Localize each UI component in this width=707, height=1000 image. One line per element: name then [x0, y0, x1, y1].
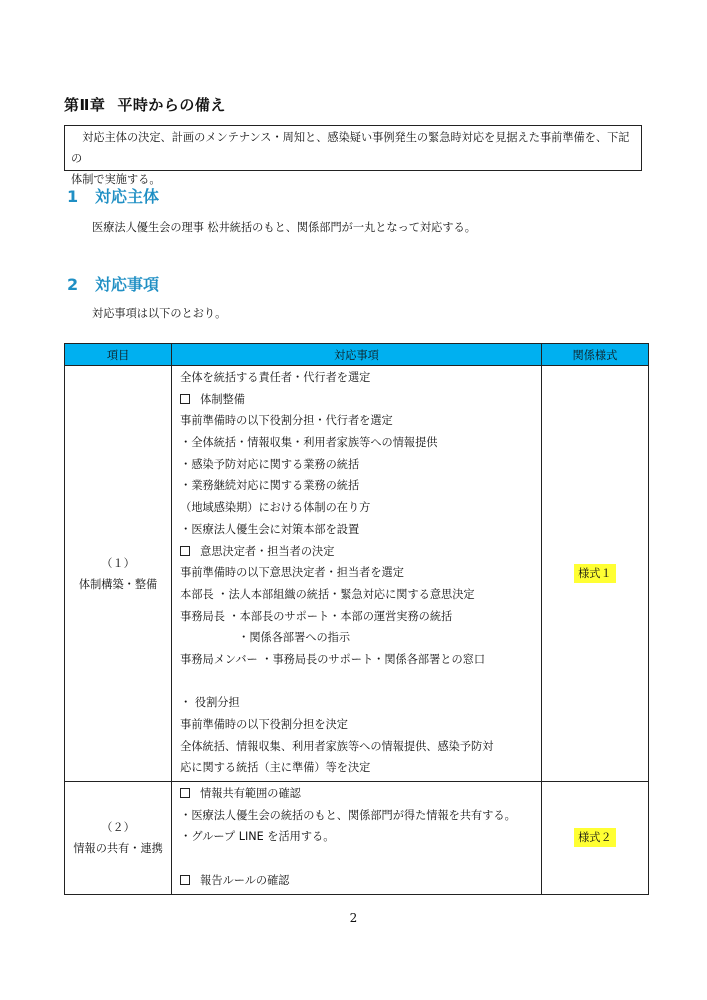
content-line-text: ・感染予防対応に関する業務の統括	[180, 457, 360, 471]
content-line	[180, 389, 535, 411]
checkbox-icon	[180, 875, 190, 885]
chapter-name: 平時からの備え	[117, 96, 226, 114]
checkbox-icon	[180, 394, 190, 404]
content-line-text: 情報共有範囲の確認	[200, 787, 301, 801]
item-cell	[65, 366, 172, 782]
content-line	[180, 714, 535, 736]
content-line	[180, 826, 535, 848]
content-line-text: 全体統括、情報収集、利用者家族等への情報提供、感染予防対	[180, 739, 494, 753]
content-line	[180, 805, 535, 827]
section-heading-2	[67, 272, 159, 295]
content-line	[180, 627, 535, 649]
content-line	[180, 870, 535, 892]
intro-box	[64, 125, 642, 186]
checkbox-icon	[180, 546, 190, 556]
table-row	[65, 366, 649, 782]
intro-line-2: 体制で実施する。	[71, 173, 161, 186]
item-label: 情報の共有・連携	[73, 841, 163, 855]
content-cell	[172, 782, 542, 894]
section-heading-1	[67, 184, 159, 207]
content-line-text: 事前準備時の以下役割分担を決定	[180, 718, 348, 731]
form-cell	[541, 782, 648, 894]
content-line-text: 意思決定者・担当者の決定	[200, 544, 335, 558]
content-line	[180, 736, 535, 758]
content-line-text: ・ 役割分担	[180, 696, 240, 710]
content-line-text: ・全体統括・情報収集・利用者家族等への情報提供	[180, 436, 438, 450]
section-title-1: 対応主体	[95, 187, 160, 206]
content-line-text: ・医療法人優生会に対策本部を設置	[180, 522, 360, 536]
content-line-text: 本部長 ・法人本部組織の統括・緊急対応に関する意思決定	[180, 587, 475, 601]
measures-table	[64, 343, 649, 895]
content-line	[180, 848, 535, 870]
content-line	[180, 541, 535, 563]
page-number: 2	[349, 911, 358, 925]
chapter-title	[64, 94, 226, 115]
section-body-1: 医療法人優生会の理事 松井統括のもと、関係部門が一丸となって対応する。	[92, 221, 476, 234]
content-line-text: 報告ルールの確認	[200, 873, 290, 887]
content-line	[180, 649, 535, 671]
content-line-text: ・グループ LINE を活用する。	[180, 830, 335, 844]
form-cell	[541, 366, 648, 782]
content-cell	[172, 366, 542, 782]
item-number: （１）	[101, 556, 135, 570]
content-line	[180, 410, 535, 432]
content-line-text: ・業務継続対応に関する業務の統括	[180, 479, 360, 493]
content-line	[180, 692, 535, 714]
content-line	[180, 671, 535, 693]
content-line-text: 事前準備時の以下役割分担・代行者を選定	[180, 414, 393, 428]
section-title-2: 対応事項	[95, 275, 160, 294]
intro-line-1: 対応主体の決定、計画のメンテナンス・周知と、感染疑い事例発生の緊急時対応を見据えた事前準備を、下記の	[71, 131, 630, 165]
item-cell	[65, 782, 172, 894]
chapter-number: 第Ⅱ章	[64, 96, 106, 114]
header-content: 対応事項	[172, 344, 542, 366]
content-line-text: 事務局長 ・本部長のサポート・本部の運営実務の統括	[180, 609, 453, 623]
content-line-text: ・医療法人優生会の統括のもと、関係部門が得た情報を共有する。	[180, 808, 516, 822]
content-line-text: 体制整備	[200, 392, 245, 406]
content-line	[180, 584, 535, 606]
checkbox-icon	[180, 788, 190, 798]
content-line-text: ・関係各部署への指示	[238, 631, 351, 645]
section-number-1: 1	[67, 187, 79, 206]
section-body-2: 対応事項は以下のとおり。	[92, 307, 227, 320]
form-badge: 様式１	[574, 564, 616, 583]
item-label: 体制構築・整備	[78, 577, 158, 591]
form-badge: 様式２	[574, 828, 616, 847]
content-line-text: 全体を統括する責任者・代行者を選定	[180, 371, 371, 384]
content-line-text: 事前準備時の以下意思決定者・担当者を選定	[180, 566, 404, 580]
header-form: 関係様式	[541, 344, 648, 366]
content-line	[180, 367, 535, 389]
content-line-text: 応に関する統括（主に準備）等を決定	[180, 761, 371, 775]
content-line	[180, 757, 535, 779]
content-line	[180, 432, 535, 454]
content-line	[180, 783, 535, 805]
table-row	[65, 782, 649, 894]
content-line-text: 事務局メンバー ・事務局長のサポート・関係各部署との窓口	[180, 652, 486, 666]
table-header-row	[65, 344, 649, 366]
content-line	[180, 519, 535, 541]
section-number-2: 2	[67, 275, 79, 294]
header-item: 項目	[65, 344, 172, 366]
content-line	[180, 606, 535, 628]
content-line	[180, 562, 535, 584]
content-line	[180, 475, 535, 497]
item-number: （２）	[101, 820, 135, 834]
content-line	[180, 497, 535, 519]
content-line-text: （地域感染期）における体制の在り方	[180, 501, 371, 515]
content-line	[180, 454, 535, 476]
